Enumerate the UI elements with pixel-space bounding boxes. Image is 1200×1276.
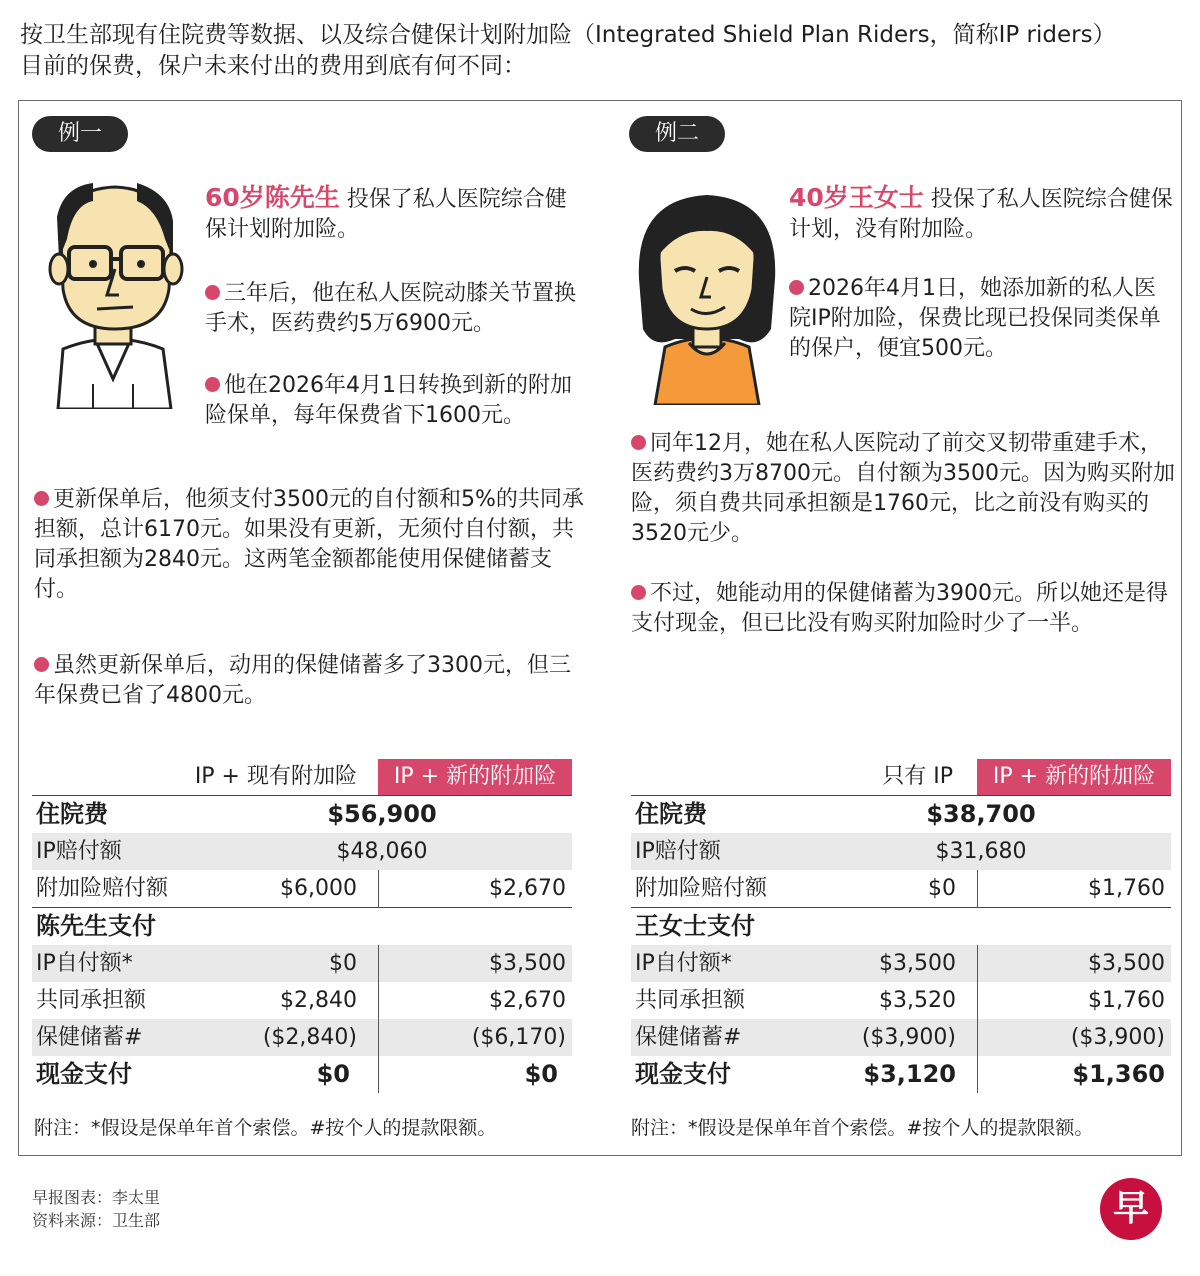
row-label: 保健储蓄# (635, 1025, 742, 1050)
table-section-title (32, 908, 572, 945)
row-value-2: $1,760 (1088, 876, 1165, 901)
row-label: IP自付额* (635, 951, 732, 976)
zaobao-logo: 早 (1100, 1178, 1162, 1240)
credit-graphics: 早报图表：李太里 (32, 1188, 161, 1207)
table-row-cash (32, 1056, 572, 1093)
table-header-col-1: IP + 现有附加险 (194, 764, 357, 789)
column-divider (977, 870, 978, 908)
row-value-1: $3,520 (879, 988, 956, 1013)
credit-source: 资料来源：卫生部 (32, 1211, 161, 1230)
example-one-table (32, 759, 572, 1093)
older-man-illustration (33, 169, 193, 409)
comparison-panel (18, 100, 1182, 1156)
table-row-hospital (631, 796, 1171, 833)
table-row-rider-payout (32, 870, 572, 908)
bullet-dot (34, 657, 49, 672)
credits (32, 1186, 160, 1232)
row-value-2: ($3,900) (1070, 1025, 1165, 1050)
example-two-point-1 (789, 274, 1175, 364)
table-header-col-2: IP + 新的附加险 (378, 759, 572, 795)
row-label: 住院费 (36, 800, 108, 828)
row-value-1: $6,000 (280, 876, 357, 901)
woman-illustration (629, 179, 785, 405)
intro-line-1: 按卫生部现有住院费等数据、以及综合健保计划附加险（Integrated Shield Plan Riders，简称IP riders） (20, 22, 1116, 48)
table-header (631, 759, 1171, 796)
bullet-dot (34, 491, 49, 506)
row-label: 现金支付 (635, 1060, 731, 1088)
example-two-point-3 (631, 579, 1179, 639)
row-label: 现金支付 (36, 1060, 132, 1088)
table-row-rider-payout (631, 870, 1171, 908)
row-value-2: $3,500 (1088, 951, 1165, 976)
table-row-medisave (32, 1019, 572, 1056)
table-header-col-1: 只有 IP (882, 764, 953, 789)
bullet-dot (631, 435, 646, 450)
row-value-1: $0 (928, 876, 956, 901)
row-value-2: $1,760 (1088, 988, 1165, 1013)
row-label: 附加险赔付额 (635, 876, 768, 901)
row-label: 住院费 (635, 800, 707, 828)
row-value: $31,680 (935, 839, 1027, 864)
table-header-col-2: IP + 新的附加险 (977, 759, 1171, 795)
point-text: 三年后，他在私人医院动膝关节置换手术，医药费约5万6900元。 (205, 281, 577, 336)
column-divider (378, 870, 379, 908)
point-text: 不过，她能动用的保健储蓄为3900元。所以她还是得支付现金，但已比没有购买附加险时少了一半。 (631, 581, 1168, 636)
row-label: IP自付额* (36, 951, 133, 976)
example-two-name: 40岁王女士 (789, 183, 924, 212)
example-two-intro-text: 投保了私人医院综合健保计划，没有附加险。 (789, 187, 1173, 242)
row-value: $38,700 (926, 800, 1036, 828)
row-value-1: $0 (329, 951, 357, 976)
point-text: 虽然更新保单后，动用的保健储蓄多了3300元，但三年保费已省了4800元。 (34, 653, 571, 708)
example-two-intro (789, 183, 1175, 245)
row-value-1: $2,840 (280, 988, 357, 1013)
point-text: 2026年4月1日，她添加新的私人医院IP附加险，保费比现已投保同类保单的保户，便宜500元。 (789, 276, 1161, 361)
example-one-intro-text: 投保了私人医院综合健保计划附加险。 (205, 187, 567, 242)
bullet-dot (789, 280, 804, 295)
table-row-hospital (32, 796, 572, 833)
row-value-2: ($6,170) (471, 1025, 566, 1050)
row-value-1: $3,120 (863, 1060, 956, 1088)
row-label: 共同承担额 (36, 988, 147, 1013)
table-row-medisave (631, 1019, 1171, 1056)
example-two-point-2 (631, 429, 1179, 549)
row-value: $56,900 (327, 800, 437, 828)
example-one-point-1 (205, 279, 585, 339)
example-two-note: 附注：*假设是保单年首个索偿。#按个人的提款限额。 (631, 1117, 1094, 1139)
table-row-deductible (32, 945, 572, 982)
example-one-name: 60岁陈先生 (205, 183, 340, 212)
table-row-ip-payout (32, 833, 572, 870)
row-value-1: ($2,840) (262, 1025, 357, 1050)
point-text: 他在2026年4月1日转换到新的附加险保单，每年保费省下1600元。 (205, 373, 572, 428)
example-one-note: 附注：*假设是保单年首个索偿。#按个人的提款限额。 (34, 1117, 497, 1139)
table-row-ip-payout (631, 833, 1171, 870)
table-section-title (631, 908, 1171, 945)
row-label: IP赔付额 (635, 839, 721, 864)
row-value: $48,060 (336, 839, 428, 864)
bullet-dot (631, 585, 646, 600)
row-label: 共同承担额 (635, 988, 746, 1013)
intro-line-2: 目前的保费，保户未来付出的费用到底有何不同： (20, 53, 526, 79)
row-value-2: $3,500 (489, 951, 566, 976)
row-value-1: $3,500 (879, 951, 956, 976)
example-two-table (631, 759, 1171, 1093)
point-text: 更新保单后，他须支付3500元的自付额和5%的共同承担额，总计6170元。如果没有更新，无须付自付额，共同承担额为2840元。这两笔金额都能使用保健储蓄支付。 (34, 487, 584, 602)
point-text: 同年12月，她在私人医院动了前交叉韧带重建手术，医药费约3万8700元。自付额为3500元。因为购买附加险，须自费共同承担额是1760元，比之前没有购买的3520元少。 (631, 431, 1175, 546)
section-label: 王女士支付 (635, 912, 755, 940)
example-one-point-4 (34, 651, 584, 711)
row-value-1: ($3,900) (861, 1025, 956, 1050)
row-value-2: $2,670 (489, 876, 566, 901)
table-row-deductible (631, 945, 1171, 982)
row-value-1: $0 (316, 1060, 350, 1088)
row-label: 保健储蓄# (36, 1025, 143, 1050)
bullet-dot (205, 377, 220, 392)
row-value-2: $2,670 (489, 988, 566, 1013)
column-divider (378, 945, 379, 1093)
table-row-copay (631, 982, 1171, 1019)
table-row-copay (32, 982, 572, 1019)
column-divider (977, 945, 978, 1093)
row-value-2: $1,360 (1072, 1060, 1165, 1088)
example-one-point-3 (34, 485, 584, 605)
example-one-intro (205, 183, 585, 245)
bullet-dot (205, 285, 220, 300)
table-header (32, 759, 572, 796)
row-value-2: $0 (524, 1060, 558, 1088)
intro-text (20, 20, 1185, 82)
row-label: IP赔付额 (36, 839, 122, 864)
table-row-cash (631, 1056, 1171, 1093)
section-label: 陈先生支付 (36, 912, 156, 940)
row-label: 附加险赔付额 (36, 876, 169, 901)
example-two-tag: 例二 (629, 116, 725, 152)
example-one-point-2 (205, 371, 585, 431)
example-one-tag: 例一 (32, 116, 128, 152)
